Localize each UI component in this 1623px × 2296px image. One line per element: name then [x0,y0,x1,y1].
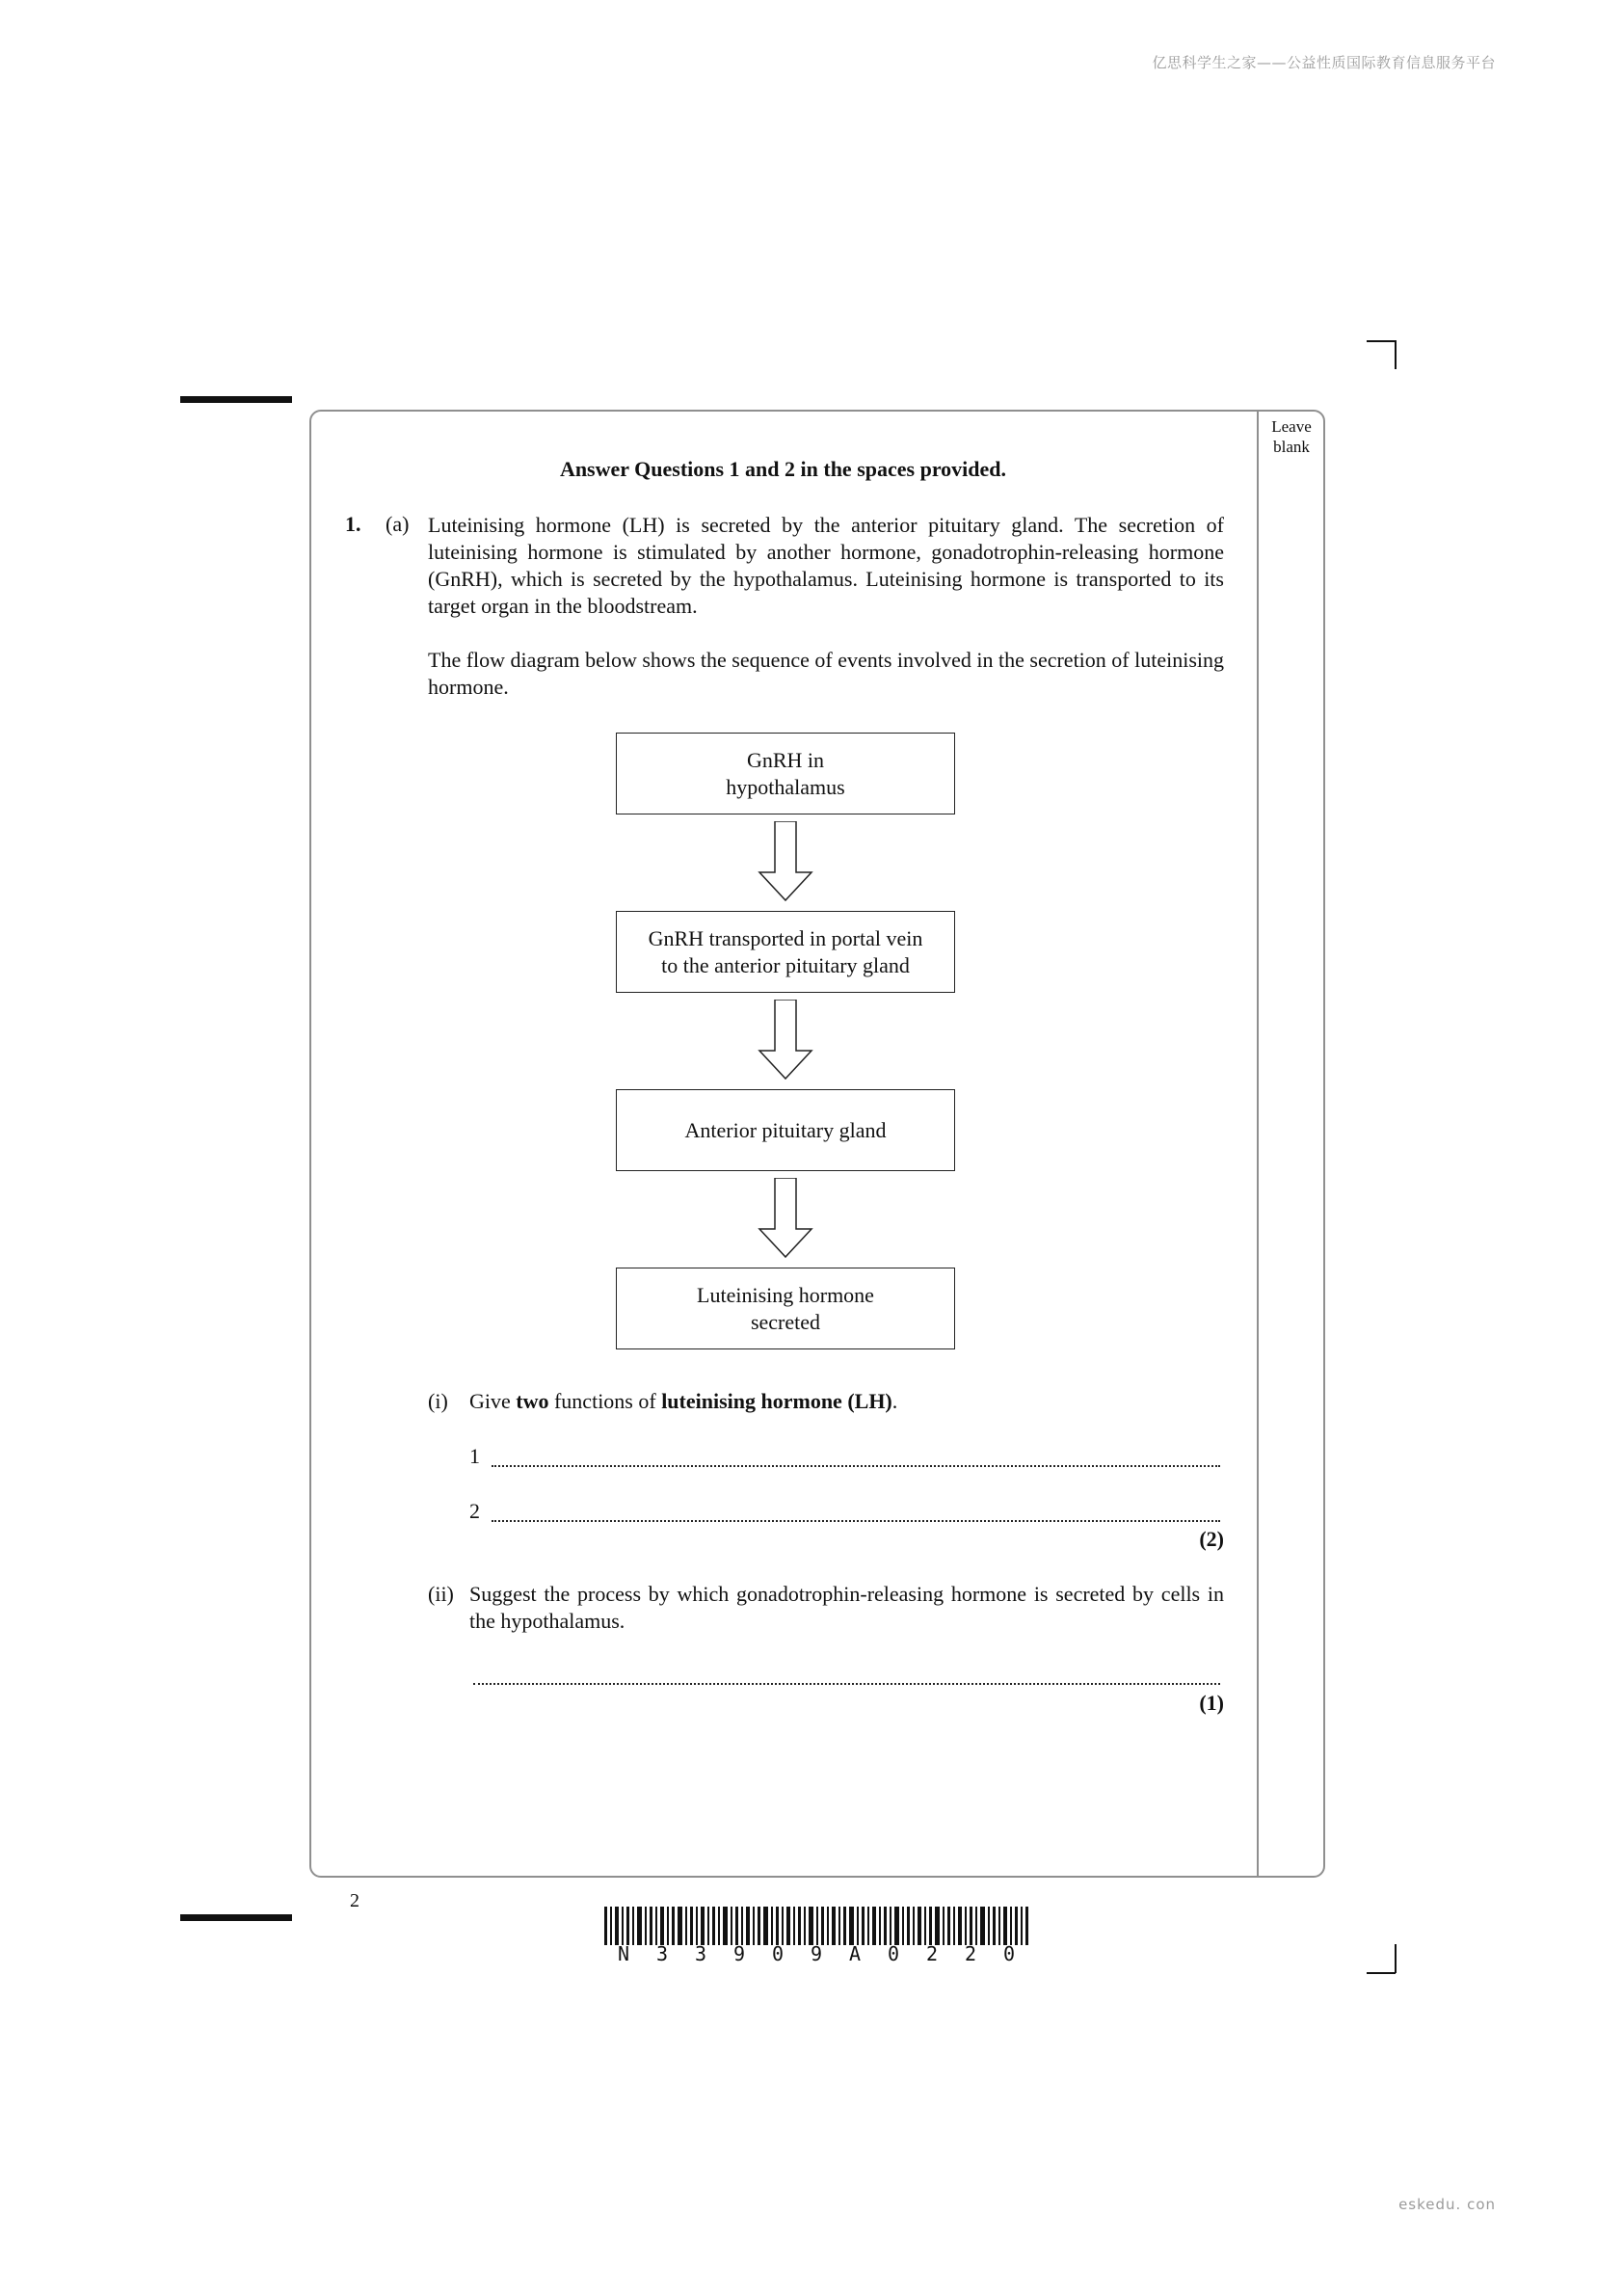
answer-line-1-label: 1 [469,1444,480,1468]
down-arrow-icon [758,821,813,902]
subquestion-ii-label: (ii) [428,1582,454,1606]
flow-box-line: secreted [750,1309,821,1334]
answer-line-2-dots [492,1514,1220,1522]
question-number: 1. [345,512,361,536]
barcode-char: A [848,1942,862,1965]
barcode-char: 2 [925,1942,939,1965]
answer-line-3[interactable] [473,1677,1220,1685]
subquestion-i-text [469,1388,1224,1415]
down-arrow-icon [758,1000,813,1081]
barcode-char: 9 [732,1942,746,1965]
answer-line-2-label: 2 [469,1499,480,1523]
sub-i-bold-b: luteinising hormone (LH) [661,1389,892,1413]
sub-i-text-c: . [891,1389,898,1413]
page-number: 2 [350,1890,359,1911]
answer-line-2[interactable] [469,1499,480,1526]
flow-box-line: Anterior pituitary gland [684,1117,887,1142]
flow-box-line: GnRH in [746,747,825,772]
margin-bar-bottom [180,1914,292,1921]
question-part: (a) [386,512,410,536]
barcode-char: 3 [694,1942,707,1965]
blank-word: blank [1273,438,1310,456]
diagram-intro-text: The flow diagram below shows the sequence of events involved in the secretion of luteinising hormone. [428,648,1225,699]
crop-mark-top-right-h [1367,340,1396,342]
question-intro-text: Luteinising hormone (LH) is secreted by the anterior pituitary gland. The secretion of luteinising hormone is stimulated by another hormone, gonadotrophin-releasing hormone (GnRH), which is secreted by the hypothalamus. Luteinising hormone is transported to its target organ in the bloodstream. [428,513,1224,618]
flow-box-gnrh-hypothalamus [616,733,955,814]
barcode-char: 0 [1002,1942,1016,1965]
barcode-char: 0 [887,1942,900,1965]
flow-box-anterior-pituitary [616,1089,955,1171]
leave-blank-divider [1257,412,1259,1876]
flow-box-line: GnRH transported in portal vein [648,925,923,950]
barcode-char: N [617,1942,630,1965]
barcode-number [604,1942,1028,1965]
flow-box-line: hypothalamus [726,774,845,799]
flow-box-lh-secreted [616,1268,955,1349]
flow-box-line: Luteinising hormone [697,1282,874,1307]
sub-i-text-b: functions of [548,1389,662,1413]
answer-line-1-dots [492,1459,1220,1467]
crop-mark-top-right-v [1395,340,1397,369]
answer-line-1[interactable] [469,1444,480,1471]
barcode-char: 9 [810,1942,823,1965]
flow-box-line: to the anterior pituitary gland [661,952,910,977]
subquestion-ii-text: Suggest the process by which gonadotrophin-releasing hormone is secreted by cells in the hypothalamus. [469,1582,1224,1633]
leave-blank-label [1259,416,1324,457]
down-arrow-icon [758,1178,813,1259]
sub-i-text-a: Give [469,1389,517,1413]
barcode-char: 2 [964,1942,977,1965]
diagram-intro [428,647,1224,701]
marks-sub-i: (2) [1199,1527,1224,1551]
barcode-char: 3 [655,1942,669,1965]
margin-bar-top [180,396,292,403]
flow-box-portal-vein [616,911,955,993]
watermark-footer: eskedu. con [1398,2196,1496,2213]
crop-mark-bottom-right-h [1367,1972,1396,1974]
crop-mark-bottom-right-v [1395,1944,1397,1973]
instructions-heading: Answer Questions 1 and 2 in the spaces provided. [559,457,1007,481]
watermark-header: 亿思科学生之家——公益性质国际教育信息服务平台 [1152,54,1496,71]
question-intro [428,512,1224,620]
sub-i-bold-a: two [516,1389,549,1413]
barcode-char: 0 [771,1942,785,1965]
leave-word: Leave [1271,417,1312,436]
subquestion-i-label: (i) [428,1389,448,1413]
marks-sub-ii: (1) [1199,1691,1224,1715]
